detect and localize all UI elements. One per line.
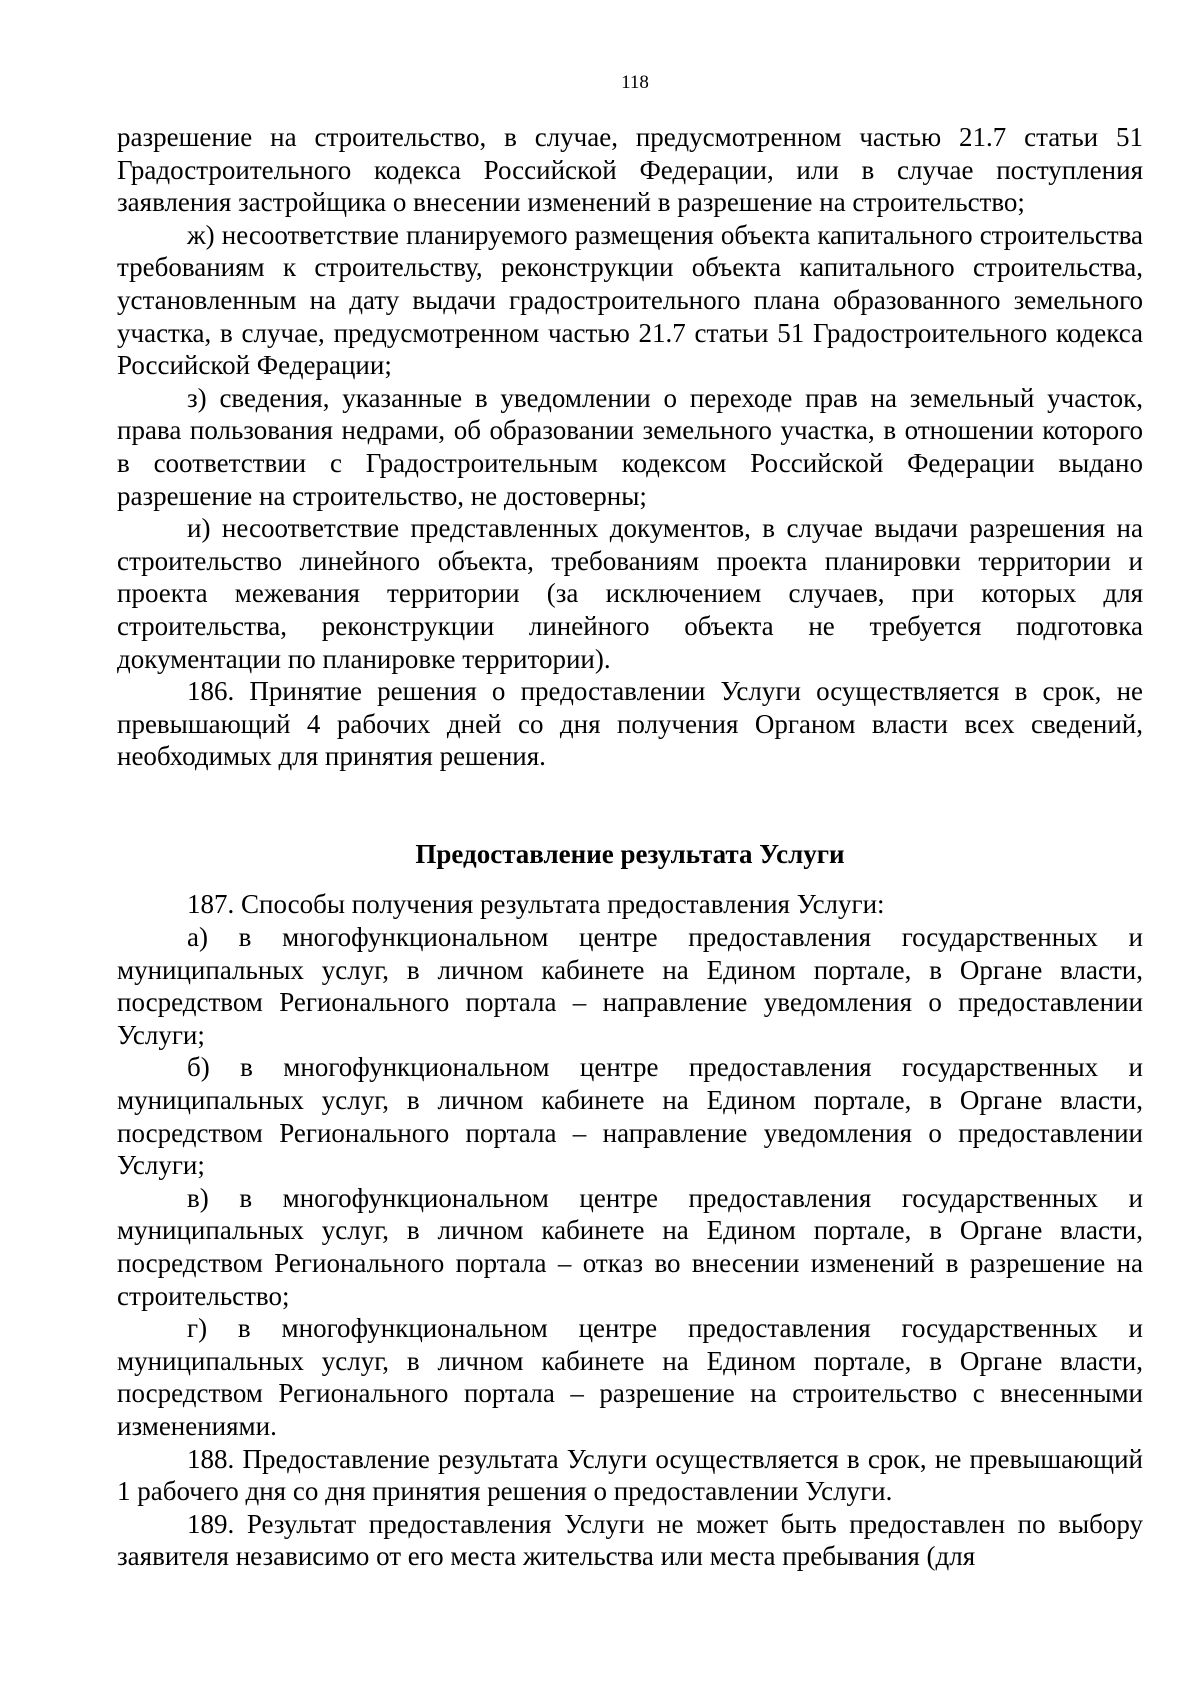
section-heading: Предоставление результата Услуги: [415, 838, 845, 869]
paragraph-item-zh: ж) несоответствие планируемого размещения объекта капитального строительства требованиям к строительству, реконструкции объекта капитального строительства, установленным на дату выдачи градостроительного плана образованного земельного участка, в случае, предусмотренном частью 21.7 статьи 51 Градостроительного кодекса Российской Федерации;: [117, 219, 1143, 381]
bottom-paragraphs: [117, 888, 1143, 1572]
paragraph-189: 189. Результат предоставления Услуги не может быть предоставлен по выбору заявителя независимо от его места жительства или места пребывания (для: [117, 1508, 1143, 1572]
paragraph-item-b: б) в многофункциональном центре предоставления государственных и муниципальных услуг, в личном кабинете на Едином портале, в Органе власти, посредством Регионального портала – направление уведомления о предоставлении Услуги;: [117, 1052, 1143, 1181]
paragraph-item-g: г) в многофункциональном центре предоставления государственных и муниципальных услуг, в личном кабинете на Едином портале, в Органе власти, посредством Регионального портала – разрешение на строительство с внесенными изменениями.: [117, 1313, 1143, 1441]
paragraph-187: 187. Способы получения результата предоставления Услуги:: [187, 889, 885, 920]
top-paragraphs: [117, 121, 1143, 773]
paragraph-186: 186. Принятие решения о предоставлении Услуги осуществляется в срок, не превышающий 4 рабочих дней со дня получения Органом власти всех сведений, необходимых для принятия решения.: [117, 676, 1143, 772]
paragraph-item-v: в) в многофункциональном центре предоставления государственных и муниципальных услуг, в личном кабинете на Едином портале, в Органе власти, посредством Регионального портала – отказ во внесении изменений в разрешение на строительство;: [117, 1182, 1143, 1311]
paragraph-188: 188. Предоставление результата Услуги осуществляется в срок, не превышающий 1 рабочего дня со дня принятия решения о предоставлении Услуги.: [117, 1443, 1143, 1507]
page-number: 118: [621, 72, 649, 93]
paragraph-item-i: и) несоответствие представленных документов, в случае выдачи разрешения на строительство линейного объекта, требованиям проекта планировки территории и проекта межевания территории (за исключением случаев, при которых для строительства, реконструкции линейного объекта не требуется подготовка документации по планировке территории).: [117, 513, 1143, 674]
document-body: [117, 121, 1143, 1573]
paragraph-continuation: разрешение на строительство, в случае, предусмотренном частью 21.7 статьи 51 Градостроительного кодекса Российской Федерации, или в случае поступления заявления застройщика о внесении изменений в разрешение на строительство;: [117, 122, 1143, 218]
paragraph-item-z: з) сведения, указанные в уведомлении о переходе прав на земельный участок, права пользования недрами, об образовании земельного участка, в отношении которого в соответствии с Градостроительным кодексом Российской Федерации выдано разрешение на строительство, не достоверны;: [117, 382, 1143, 511]
paragraph-item-a: а) в многофункциональном центре предоставления государственных и муниципальных услуг, в личном кабинете на Едином портале, в Органе власти, посредством Регионального портала – направление уведомления о предоставлении Услуги;: [117, 922, 1143, 1050]
